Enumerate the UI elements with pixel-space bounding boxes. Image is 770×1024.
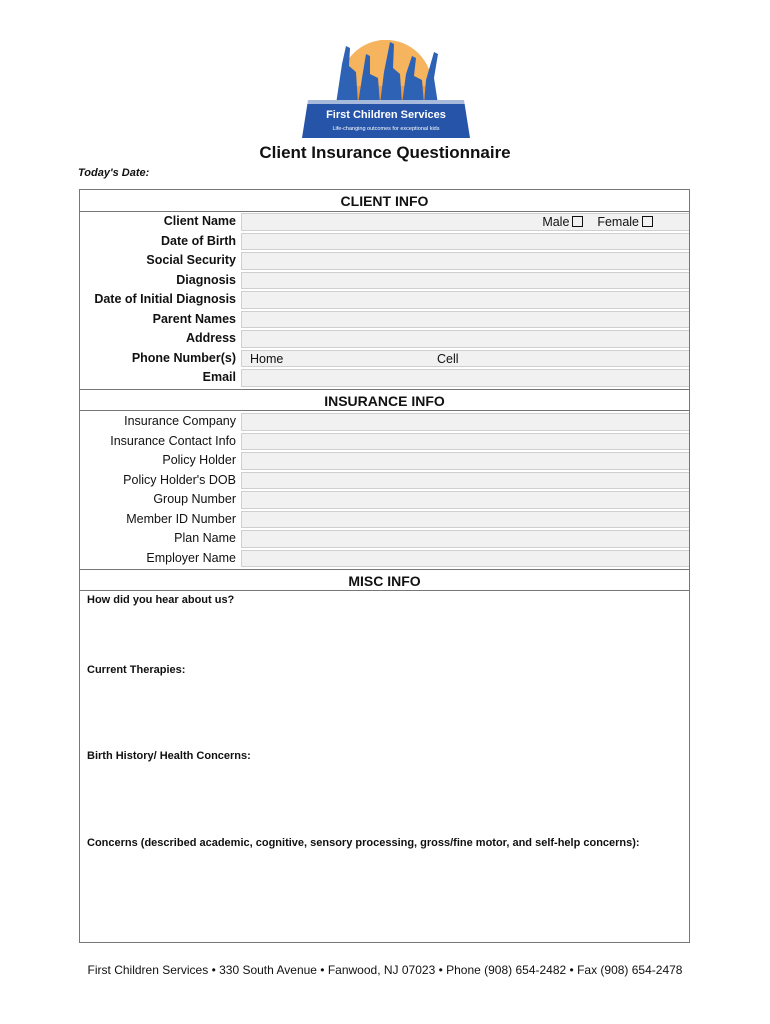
policy-holder-dob-field[interactable] <box>241 472 689 490</box>
insurance-company-label: Insurance Company <box>124 414 236 428</box>
footer-contact: First Children Services • 330 South Avenue • Fanwood, NJ 07023 • Phone (908) 654-2482 • Fax (908) 654-2478 <box>87 963 683 977</box>
social-security-row <box>80 251 689 271</box>
home-label: Home <box>250 351 284 366</box>
logo-tagline: Life-changing outcomes for exceptional kids <box>332 126 440 132</box>
diagnosis-row <box>80 271 689 291</box>
member-id-field[interactable] <box>241 511 689 529</box>
sex-options <box>542 214 653 230</box>
employer-name-row <box>80 549 689 569</box>
cell-label: Cell <box>437 351 459 366</box>
phone-row <box>80 349 689 369</box>
group-number-field[interactable] <box>241 491 689 509</box>
parent-names-field[interactable] <box>241 311 689 329</box>
male-checkbox[interactable] <box>572 216 583 227</box>
diagnosis-label: Diagnosis <box>176 272 236 287</box>
email-row <box>80 368 689 388</box>
male-label: Male <box>542 215 570 229</box>
email-field[interactable] <box>241 369 689 387</box>
date-of-birth-label: Date of Birth <box>161 233 236 248</box>
email-label: Email <box>202 370 236 384</box>
address-label: Address <box>185 331 236 345</box>
plan-name-row <box>80 529 689 549</box>
initial-diagnosis-field[interactable] <box>241 291 689 309</box>
group-number-label: Group Number <box>153 492 236 506</box>
female-label: Female <box>597 215 639 229</box>
insurance-contact-row <box>80 432 689 452</box>
client-name-field[interactable] <box>241 213 689 231</box>
member-id-label: Member ID Number <box>126 511 236 526</box>
insurance-company-field[interactable] <box>241 413 689 431</box>
parent-names-label: Parent Names <box>152 311 236 326</box>
how-did-you-hear-label: How did you hear about us? <box>87 594 235 606</box>
policy-holder-dob-row <box>80 471 689 491</box>
parent-names-row <box>80 310 689 330</box>
insurance-company-row <box>80 412 689 432</box>
concerns-label: Concerns (described academic, cognitive, sensory processing, gross/fine motor, and self-help concerns): <box>87 837 640 849</box>
social-security-label: Social Security <box>146 253 236 267</box>
policy-holder-row <box>80 451 689 471</box>
client-name-label: Client Name <box>163 214 236 228</box>
date-of-birth-row <box>80 232 689 252</box>
insurance-contact-field[interactable] <box>241 433 689 451</box>
phone-label: Phone Number(s) <box>131 350 236 365</box>
initial-diagnosis-row <box>80 290 689 310</box>
questionnaire-form <box>79 189 690 943</box>
current-therapies-label: Current Therapies: <box>87 664 186 676</box>
birth-history-label: Birth History/ Health Concerns: <box>87 750 251 762</box>
member-id-row <box>80 510 689 530</box>
logo-name: First Children Services <box>326 109 446 121</box>
policy-holder-label: Policy Holder <box>162 453 236 467</box>
group-number-row <box>80 490 689 510</box>
policy-holder-dob-label: Policy Holder's DOB <box>123 472 236 487</box>
employer-name-label: Employer Name <box>146 550 236 565</box>
page-title: Client Insurance Questionnaire <box>259 143 511 162</box>
female-checkbox[interactable] <box>642 216 653 227</box>
plan-name-field[interactable] <box>241 530 689 548</box>
client-info-heading: CLIENT INFO <box>80 190 689 212</box>
todays-date-label: Today's Date: <box>78 167 150 179</box>
initial-diagnosis-label: Date of Initial Diagnosis <box>94 292 236 306</box>
address-row <box>80 329 689 349</box>
first-children-services-logo <box>300 34 472 140</box>
client-name-row <box>80 212 689 232</box>
plan-name-label: Plan Name <box>174 531 236 545</box>
policy-holder-field[interactable] <box>241 452 689 470</box>
address-field[interactable] <box>241 330 689 348</box>
phone-field[interactable] <box>241 350 689 368</box>
misc-info-heading: MISC INFO <box>80 569 689 591</box>
employer-name-field[interactable] <box>241 550 689 568</box>
social-security-field[interactable] <box>241 252 689 270</box>
date-of-birth-field[interactable] <box>241 233 689 251</box>
insurance-info-heading: INSURANCE INFO <box>80 389 689 411</box>
insurance-contact-label: Insurance Contact Info <box>110 433 236 448</box>
diagnosis-field[interactable] <box>241 272 689 290</box>
